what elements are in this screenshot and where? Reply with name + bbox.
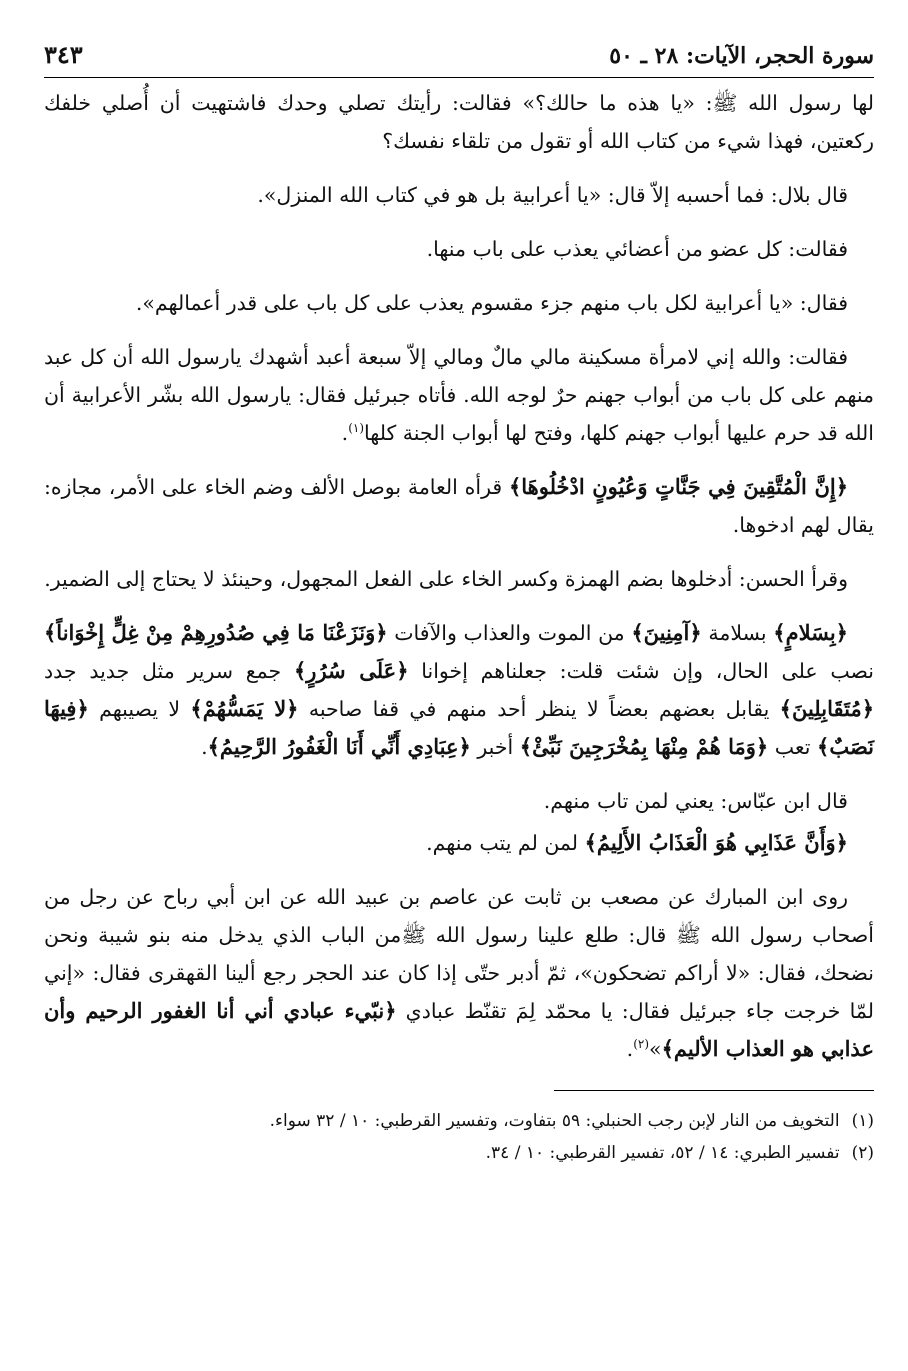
text-run: وقرأ الحسن: أدخلوها بضم الهمزة وكسر الخاء على الفعل المجهول، وحينئذ لا يحتاج إلى الضمير. (44, 567, 848, 591)
footnote-ref: (٢) (633, 1037, 650, 1052)
footnote (44, 1105, 874, 1137)
text-run: يقابل بعضهم بعضاً لا ينظر أحد منهم في قفا صاحبه (298, 697, 780, 721)
text-run: فقالت: والله إني لامرأة مسكينة مالي مالٌ ومالي إلاّ سبعة أعبد أشهدك يارسول الله أن كل عبد منهم على كل باب من أبواب جهنم حرٌ لوجه الله. فأتاه جبرئيل فقال: يارسول الله بشّر الأعرابية أن الله قد حرم عليها أبواب جهنم كلها، وفتح لها أبواب الجنة كلها (44, 345, 874, 445)
text-run: فقال: «يا أعرابية لكل باب منهم جزء مقسوم يعذب على كل باب على قدر أعمالهم». (135, 291, 848, 315)
text-run: لا يصيبهم (88, 697, 191, 721)
quran-quote: ﴿بِسَلامٍ﴾ (773, 620, 848, 645)
text-run: لها رسول الله ﷺ: «يا هذه ما حالك؟» فقالت: رأيتك تصلي وحدك فاشتهيت أن أُصلي خلفك ركعتين، فهذا شيء من كتاب الله أو تقول من تلقاء نفسك؟ (44, 91, 874, 153)
text-run: لمن لم يتب منهم. (426, 831, 585, 855)
quran-quote: ﴿مُتَقَابِلِينَ﴾ (779, 696, 874, 721)
paragraph (44, 560, 874, 598)
text-run: نصب على الحال، وإن شئت قلت: جعلناهم إخوانا (408, 659, 874, 683)
paragraph (44, 338, 874, 452)
paragraph (44, 230, 874, 268)
page (44, 40, 874, 1169)
text-run: قرأه العامة بوصل الألف وضم الخاء على الأمر، مجازه: يقال لهم ادخوها. (44, 475, 874, 537)
text-run: جمع سرير مثل جديد جدد (44, 659, 294, 683)
text-run: من الموت والعذاب والآفات (387, 621, 632, 645)
text-run: أخبر (470, 735, 520, 759)
text-run: . (341, 421, 349, 445)
footnote-text: تفسير الطبري: ١٤ / ٥٢، تفسير القرطبي: ١٠ / ٣٤. (485, 1143, 840, 1163)
paragraph (44, 782, 874, 820)
page-header (44, 40, 874, 78)
quran-quote: ﴿نبّيء عبادي أني أنا الغفور الرحيم وأن عذابي هو العذاب الأليم﴾ (44, 998, 874, 1061)
paragraph (44, 614, 874, 766)
text-run: تعب (768, 735, 818, 759)
quran-quote: ﴿آمِنِينَ﴾ (631, 620, 702, 645)
quran-quote: ﴿وَنَزَعْنَا مَا فِي صُدُورِهِمْ مِنْ غِلٍّ إِخْوَاناً﴾ (44, 620, 388, 645)
text-run: . (626, 1037, 634, 1061)
footnote (44, 1137, 874, 1169)
footnote-number: (١) (851, 1111, 874, 1131)
quran-quote: ﴿إِنَّ الْمُتَّقِينَ فِي جَنَّاتٍ وَعُيُونٍ ادْخُلُوهَا﴾ (508, 474, 849, 499)
page-number: ٣٤٣ (44, 40, 83, 69)
quran-quote: ﴿عِبَادِي أَنِّي أَنَا الْغَفُورُ الرَّحِيمُ﴾ (207, 734, 471, 759)
footnote-number: (٢) (851, 1143, 874, 1163)
paragraph (44, 176, 874, 214)
text-run: . (201, 735, 208, 759)
footnote-divider (554, 1090, 874, 1091)
text-run: روى ابن المبارك عن مصعب بن ثابت عن عاصم بن عبيد الله عن ابن أبي رباح عن رجل من أصحاب رسول الله ﷺ قال: طلع علينا رسول الله ﷺمن الباب الذي يدخل منه بنو شيبة ونحن نضحك، فقال: «لا أراكم تضحكون»، ثمّ أدبر حتّى إذا كان عند الحجر رجع ألينا القهقرى فقال: «إني لمّا خرجت جاء جبرئيل فقال: يا محمّد لِمَ تقنّط عبادي (44, 885, 874, 1023)
text-run: قال ابن عبّاس: يعني لمن تاب منهم. (543, 789, 848, 813)
quran-quote: ﴿وَمَا هُمْ مِنْهَا بِمُخْرَجِينَ نَبِّئْ﴾ (519, 734, 769, 759)
quran-quote: ﴿لا يَمَسُّهُمْ﴾ (190, 696, 299, 721)
footnote-text: التخويف من النار لإبن رجب الحنبلي: ٥٩ بتفاوت، وتفسير القرطبي: ١٠ / ٣٢ سواء. (269, 1111, 840, 1131)
paragraph (44, 468, 874, 544)
body-text (44, 84, 874, 1068)
quran-quote: ﴿وَأَنَّ عَذَابِي هُوَ الْعَذَابُ الأَلِيمُ﴾ (584, 830, 848, 855)
paragraph (44, 84, 874, 160)
text-run: قال بلال: فما أحسبه إلاّ قال: «يا أعرابية بل هو في كتاب الله المنزل». (257, 183, 848, 207)
quran-quote: ﴿فِيهَا نَصَبٌ﴾ (44, 696, 874, 759)
text-run: فقالت: كل عضو من أعضائي يعذب على باب منها. (426, 237, 848, 261)
text-run: » (649, 1037, 662, 1061)
paragraph (44, 284, 874, 322)
paragraph (44, 824, 874, 862)
footnotes (44, 1105, 874, 1169)
paragraph (44, 878, 874, 1068)
running-title: سورة الحجر، الآيات: ٢٨ ـ ٥٠ (609, 43, 874, 69)
text-run: بسلامة (701, 621, 774, 645)
footnote-ref: (١) (348, 421, 365, 436)
quran-quote: ﴿عَلَى سُرُرٍ﴾ (294, 658, 409, 683)
